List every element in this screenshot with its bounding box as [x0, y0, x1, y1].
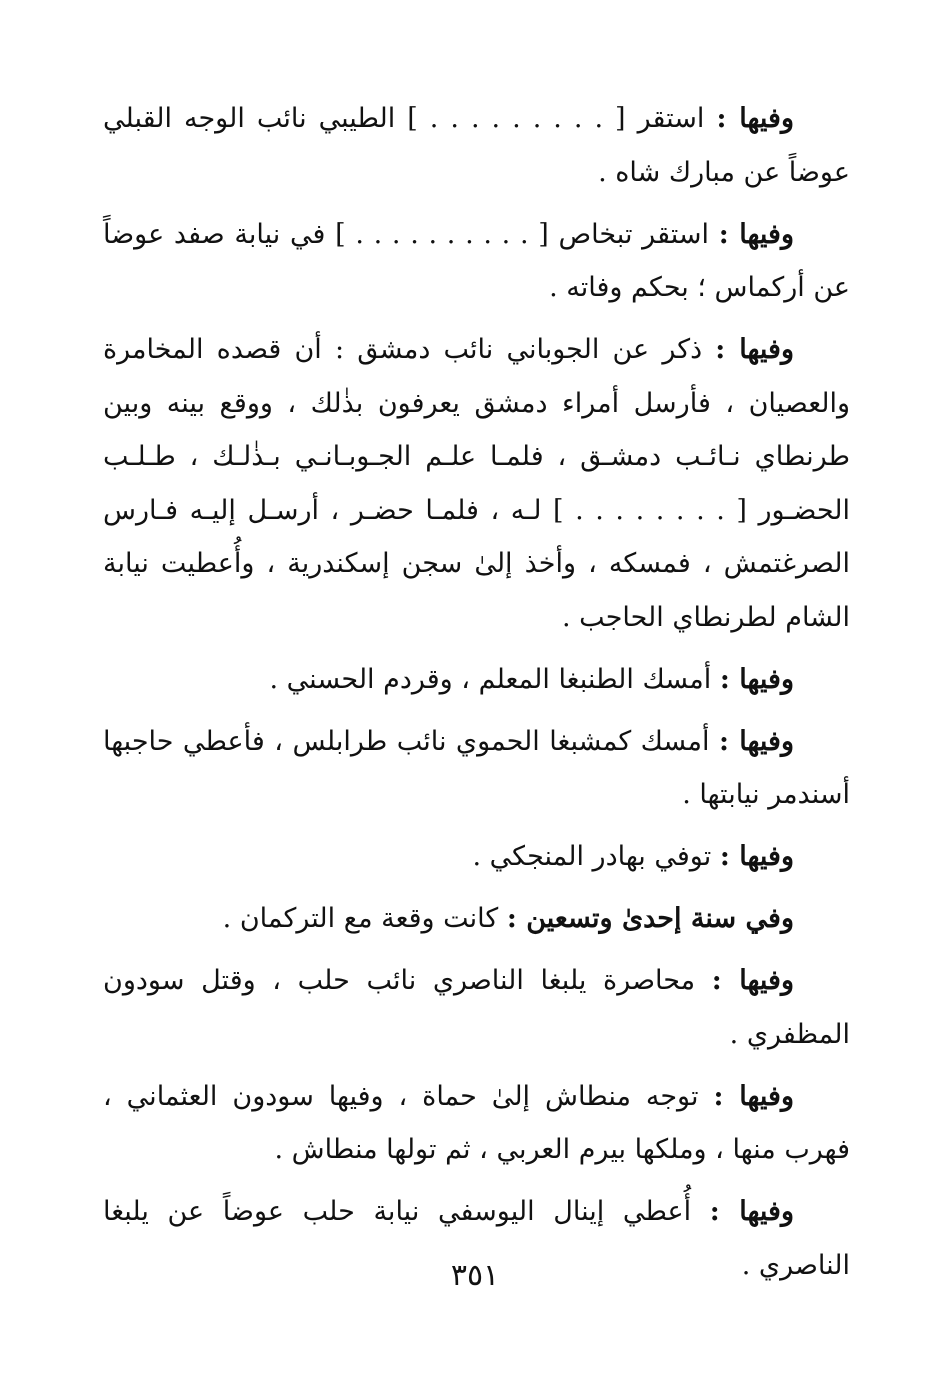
- paragraph: [103, 653, 850, 707]
- paragraph-lead: وفيها :: [718, 725, 794, 757]
- paragraph-text: استقر تبخاص [ . . . . . . . . . . ] في نيابة صفد عوضاً عن أركماس ؛ بحكم وفاته .: [103, 218, 850, 303]
- paragraph: [103, 1070, 850, 1177]
- paragraph: [103, 892, 850, 946]
- paragraph: [103, 208, 850, 315]
- paragraph-lead: وفيها :: [719, 841, 794, 872]
- paragraph-lead: وفيها :: [713, 1080, 794, 1112]
- paragraph-lead: وفيها :: [716, 103, 794, 134]
- paragraph-lead: وفي سنة إحدىٰ وتسعين :: [506, 903, 794, 934]
- paragraph-text: ذكر عن الجوباني نائب دمشق : أن قصده المخامرة والعصيان ، فأرسل أمراء دمشق يعرفون بذٰلك ، ووقع بينه وبين طرنطاي نـائـب دمشـق ، فلمـا علـم الجـوبـانـي بـذٰلـك ، طـلـب الحضـور [ . . . . . . . . ] لـه ، فلمـا حضـر ، أرسـل إليـه فـارس الصرغتمش ، فمسكه ، وأخذ إلىٰ سجن إسكندرية ، وأُعطيت نيابة الشام لطرنطاي الحاجب .: [103, 334, 850, 633]
- paragraph: [103, 323, 850, 644]
- paragraph-lead: وفيها :: [715, 334, 795, 365]
- paragraph-text: محاصرة يلبغا الناصري نائب حلب ، وقتل سودون المظفري .: [103, 965, 850, 1050]
- paragraph-lead: وفيها :: [718, 218, 794, 250]
- paragraph-lead: وفيها :: [711, 965, 794, 996]
- paragraph-lead: وفيها :: [719, 663, 794, 695]
- page-body: [103, 92, 850, 1292]
- paragraph-text: أمسك كمشبغا الحموي نائب طرابلس ، فأعطي حاجبها أسندمر نيابتها .: [103, 725, 850, 810]
- paragraph-text: أمسك الطنبغا المعلم ، وقردم الحسني .: [269, 663, 720, 695]
- page-number: ٣٥١: [450, 1258, 500, 1293]
- paragraph-text: كانت وقعة مع التركمان .: [222, 903, 507, 934]
- paragraph-text: أُعطي إينال اليوسفي نيابة حلب عوضاً عن يلبغا الناصري .: [103, 1196, 850, 1281]
- paragraph-text: توجه منطاش إلىٰ حماة ، وفيها سودون العثماني ، فهرب منها ، وملكها بيرم العربي ، ثم تولها منطاش .: [103, 1080, 850, 1165]
- paragraph: [103, 92, 850, 199]
- paragraph-lead: وفيها :: [709, 1196, 794, 1227]
- paragraph-text: توفي بهادر المنجكي .: [472, 841, 720, 872]
- paragraph: [103, 715, 850, 822]
- paragraph-text: استقر [ . . . . . . . . . ] الطيبي نائب الوجه القبلي عوضاً عن مبارك شاه .: [103, 103, 850, 188]
- paragraph: [103, 830, 850, 884]
- paragraph: [103, 954, 850, 1061]
